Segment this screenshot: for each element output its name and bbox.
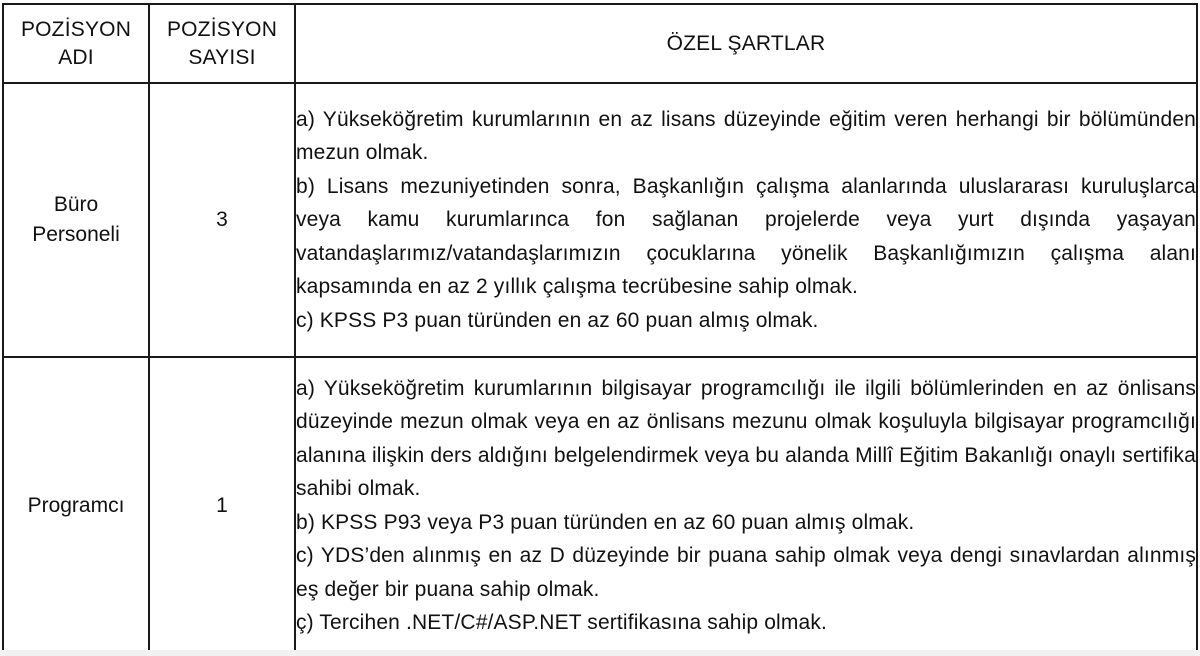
table-row bbox=[3, 357, 1197, 654]
requirements-cell bbox=[295, 83, 1197, 357]
position-count-cell: 3 bbox=[149, 83, 295, 357]
position-name-cell: Programcı bbox=[3, 357, 149, 654]
header-row bbox=[3, 4, 1197, 83]
header-position-count: POZİSYON SAYISI bbox=[149, 4, 295, 83]
requirement-item: ç) Tercihen .NET/C#/ASP.NET sertifikasına sahip olmak. bbox=[296, 611, 827, 634]
requirement-item: c) YDS’den alınmış en az D düzeyinde bir puana sahip olmak veya dengi sınavlardan alınmış eş değer bir puana sahip olmak. bbox=[296, 544, 1196, 601]
requirements-cell bbox=[295, 357, 1197, 654]
requirement-item: a) Yükseköğretim kurumlarının en az lisans düzeyinde eğitim veren herhangi bir bölümünden mezun olmak. bbox=[296, 107, 1196, 165]
header-position-name: POZİSYON ADI bbox=[3, 4, 149, 83]
header-special-requirements: ÖZEL ŞARTLAR bbox=[295, 4, 1197, 83]
requirement-item: b) KPSS P93 veya P3 puan türünden en az 60 puan almış olmak. bbox=[296, 510, 915, 534]
requirement-item: c) KPSS P3 puan türünden en az 60 puan almış olmak. bbox=[296, 308, 819, 332]
requirement-item: b) Lisans mezuniyetinden sonra, Başkanlığın çalışma alanlarında uluslararası kuruluşlarca veya kamu kurumlarınca fon sağlanan projelerde veya yurt dışında yaşayan vatandaşlarımız/vatandaşlarımızın çocuklarına yönelik Başkanlığımızın çalışma alanı kapsamında en az 2 yıllık çalışma tecrübesine sahip olmak. bbox=[296, 174, 1196, 299]
position-count-cell: 1 bbox=[149, 357, 295, 654]
table-row bbox=[3, 83, 1197, 357]
position-name-cell: Büro Personeli bbox=[3, 83, 149, 357]
positions-table bbox=[2, 3, 1198, 655]
requirement-item: a) Yükseköğretim kurumlarının bilgisayar programcılığı ile ilgili bölümlerinden en az önlisans düzeyinde mezun olmak veya en az önlisans mezunu olmak koşuluyla bilgisayar programcılığı alanına ilişkin ders aldığını belgelendirmek veya bu alanda Millî Eğitim Bakanlığı onaylı sertifika sahibi olmak. bbox=[296, 376, 1196, 500]
page-bottom-edge bbox=[0, 650, 1200, 656]
